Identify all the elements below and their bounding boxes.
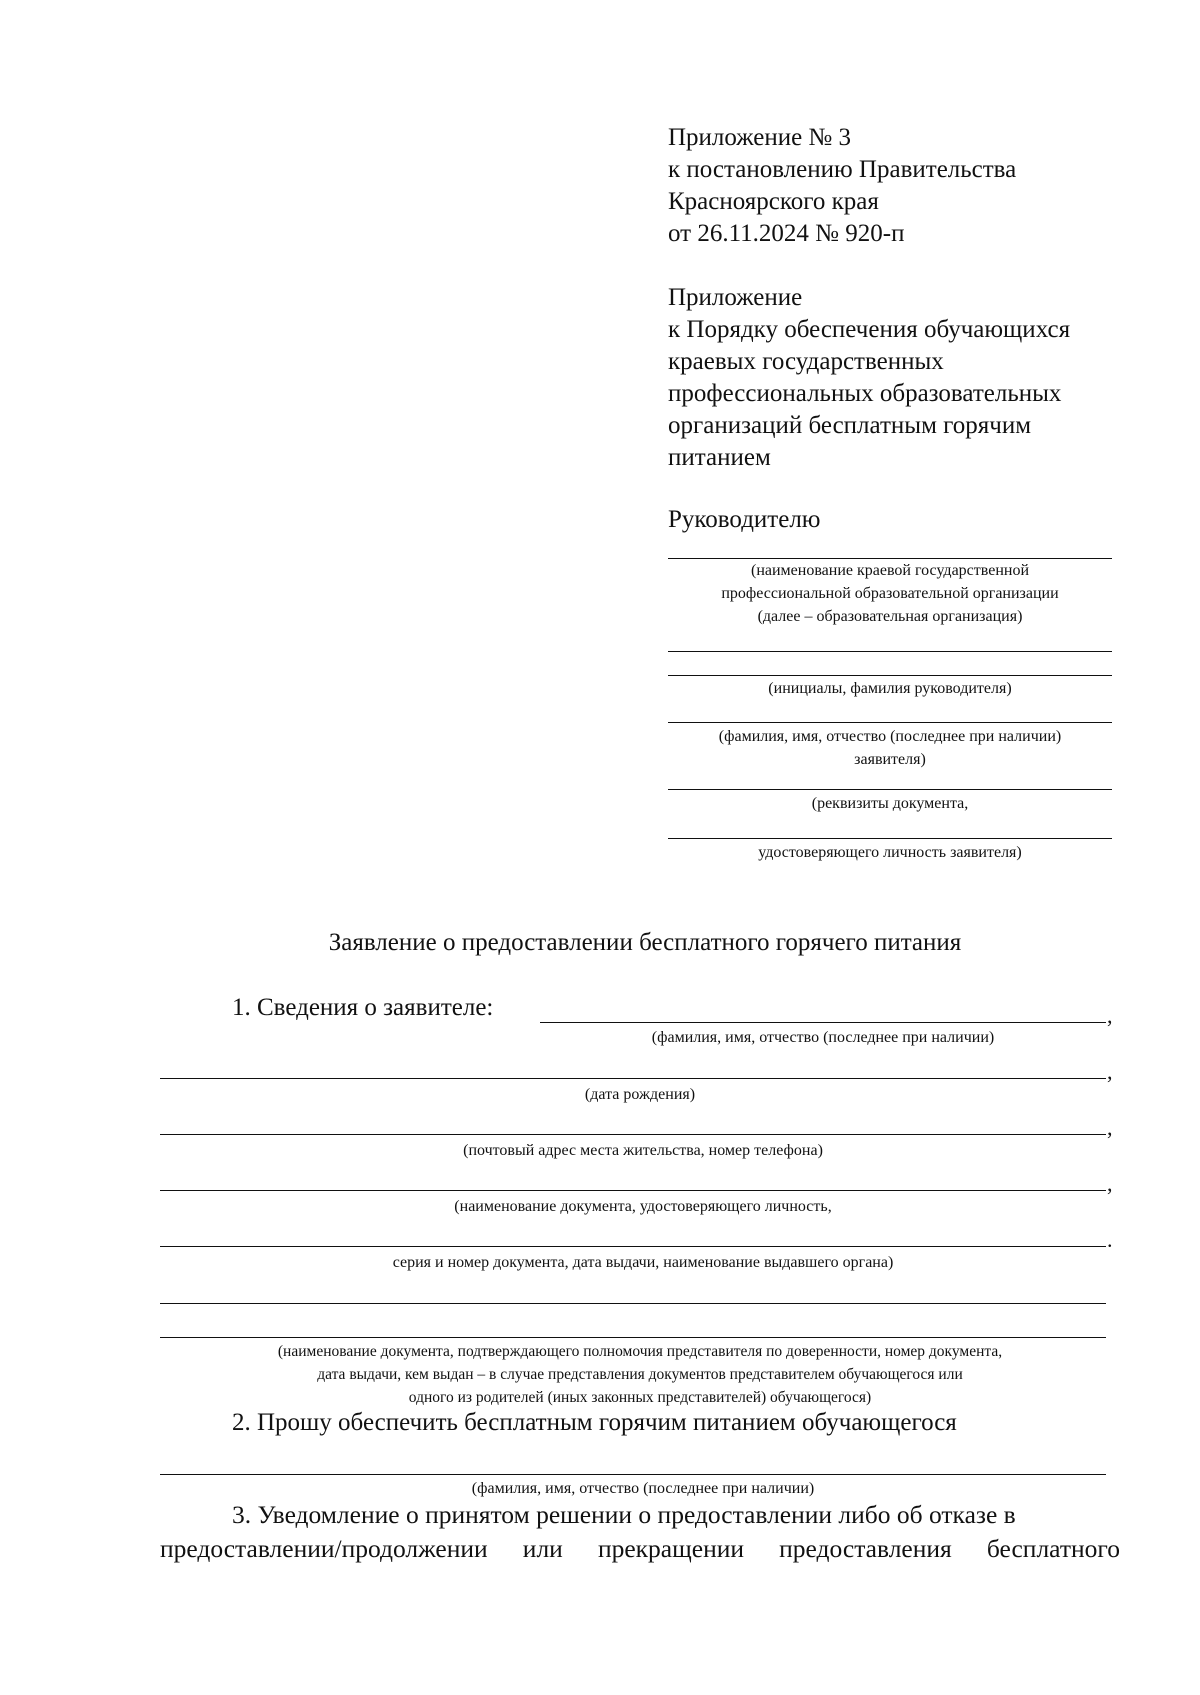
id-document-line[interactable] bbox=[160, 1190, 1106, 1191]
id-document-caption: (наименование документа, удостоверяющего личность, bbox=[454, 1198, 832, 1215]
address-phone-caption: (почтовый адрес места жительства, номер телефона) bbox=[463, 1142, 823, 1159]
representative-caption bbox=[160, 1340, 1120, 1409]
comma: , bbox=[1107, 1003, 1113, 1028]
addr-org-caption bbox=[668, 559, 1112, 628]
appendix3-block bbox=[668, 122, 1016, 250]
addr-head-caption: (инициалы, фамилия руководителя) bbox=[768, 680, 1012, 697]
appendix-line: организаций бесплатным горячим bbox=[668, 412, 1032, 439]
section3-word: прекращении bbox=[597, 1534, 745, 1563]
caption-line: одного из родителей (иных законных представителей) обучающегося) bbox=[408, 1389, 872, 1406]
addr-org-line-2[interactable] bbox=[668, 651, 1112, 652]
addr-fio-caption bbox=[668, 725, 1112, 771]
birth-date-line[interactable] bbox=[160, 1078, 1106, 1079]
birth-date-caption: (дата рождения) bbox=[584, 1086, 696, 1103]
caption-line: (фамилия, имя, отчество (последнее при наличии) bbox=[718, 728, 1062, 745]
addressee: Руководителю bbox=[668, 506, 821, 533]
appendix-line: профессиональных образовательных bbox=[668, 380, 1062, 407]
caption-line: профессиональной образовательной организации bbox=[721, 585, 1059, 602]
addr-doc-caption: (реквизиты документа, bbox=[811, 795, 969, 812]
caption-line: заявителя) bbox=[854, 751, 926, 768]
appendix-line: питанием bbox=[668, 444, 771, 471]
appendix-line: краевых государственных bbox=[668, 348, 944, 375]
id-document-caption-2: серия и номер документа, дата выдачи, наименование выдавшего органа) bbox=[392, 1254, 894, 1271]
addr-doc2-caption: удостоверяющего личность заявителя) bbox=[758, 844, 1022, 861]
appendix3-line: к постановлению Правительства bbox=[668, 156, 1017, 183]
appendix3-line: от 26.11.2024 № 920-п bbox=[668, 220, 905, 247]
addr-head-line[interactable] bbox=[668, 675, 1112, 676]
section3-word: предоставлении/продолжении bbox=[160, 1534, 488, 1563]
comma: , bbox=[1107, 1115, 1113, 1140]
caption-line: (наименование краевой государственной bbox=[750, 562, 1030, 579]
caption-line: дата выдачи, кем выдан – в случае представления документов представителем обучающегося или bbox=[317, 1366, 963, 1383]
representative-line-2[interactable] bbox=[160, 1337, 1106, 1338]
appendix-line: Приложение bbox=[668, 284, 803, 311]
period: . bbox=[1107, 1227, 1113, 1252]
addr-fio-line[interactable] bbox=[668, 722, 1112, 723]
section3-line-2 bbox=[160, 1534, 1120, 1564]
appendix3-line: Приложение № 3 bbox=[668, 124, 852, 151]
id-document-line-2[interactable] bbox=[160, 1246, 1106, 1247]
appendix3-line: Красноярского края bbox=[668, 188, 879, 215]
applicant-fio-line[interactable] bbox=[540, 1022, 1106, 1023]
section2-label: 2. Прошу обеспечить бесплатным горячим питанием обучающегося bbox=[232, 1409, 957, 1436]
address-phone-line[interactable] bbox=[160, 1134, 1106, 1135]
representative-line[interactable] bbox=[160, 1303, 1106, 1304]
caption-line: (наименование документа, подтверждающего полномочия представителя по доверенности, номер документа, bbox=[277, 1343, 1003, 1360]
section1-label: 1. Сведения о заявителе: bbox=[232, 994, 494, 1021]
addr-doc-line[interactable] bbox=[668, 789, 1112, 790]
student-fio-line[interactable] bbox=[160, 1474, 1106, 1475]
applicant-fio-caption: (фамилия, имя, отчество (последнее при наличии) bbox=[651, 1029, 995, 1046]
appendix-block bbox=[668, 282, 1070, 474]
addr-doc-line-2[interactable] bbox=[668, 838, 1112, 839]
appendix-line: к Порядку обеспечения обучающихся bbox=[668, 316, 1071, 343]
section3-word: или bbox=[522, 1534, 563, 1563]
comma: , bbox=[1107, 1059, 1113, 1084]
caption-line: (далее – образовательная организация) bbox=[757, 608, 1023, 625]
section3-line-1: 3. Уведомление о принятом решении о предоставлении либо об отказе в bbox=[232, 1500, 1016, 1529]
student-fio-caption: (фамилия, имя, отчество (последнее при наличии) bbox=[471, 1480, 815, 1497]
section3-word: бесплатного bbox=[986, 1534, 1120, 1563]
document-title: Заявление о предоставлении бесплатного горячего питания bbox=[328, 929, 962, 956]
section3-word: предоставления bbox=[779, 1534, 952, 1563]
comma: , bbox=[1107, 1171, 1113, 1196]
